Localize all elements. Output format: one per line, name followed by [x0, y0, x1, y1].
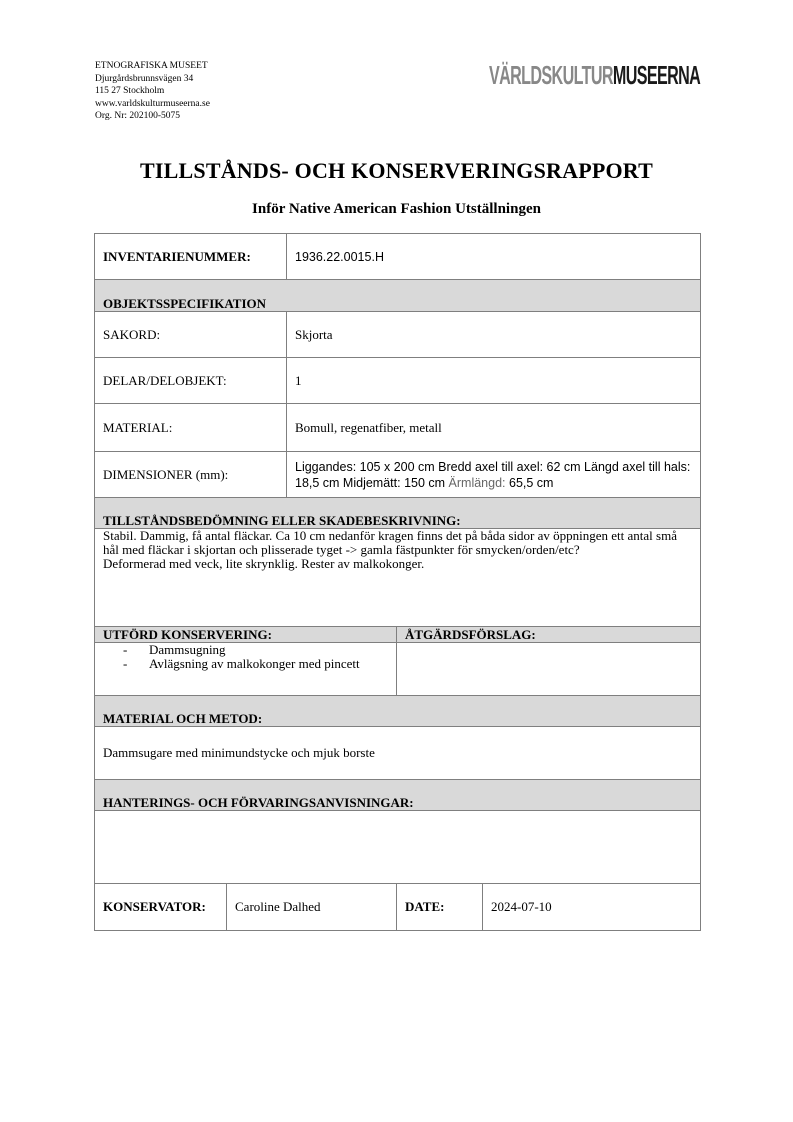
proposal-text — [397, 643, 701, 696]
handling-heading: HANTERINGS- OCH FÖRVARINGSANVISNINGAR: — [95, 780, 701, 811]
report-table — [94, 233, 701, 931]
condition-text — [95, 529, 701, 627]
condition-text-line-1: Stabil. Dammig, få antal fläckar. Ca 10 cm nedanför kragen finns det på båda sidor av öppningen ett antal små hål med fläckar i skjortan och plisserade tyget -> gamla fästpunkter för smycken/orden/etc? — [103, 528, 677, 557]
conservation-item: - Dammsugning — [123, 643, 388, 657]
date-label: DATE: — [397, 884, 483, 931]
dimensions-text: Liggandes: 105 x 200 cm Bredd axel till axel: 62 cm Längd axel till hals: 18,5 cm Midjemätt: 150 cm — [295, 459, 691, 490]
material-label: MATERIAL: — [95, 404, 287, 452]
material-value: Bomull, regenatfiber, metall — [287, 404, 701, 452]
org-name: ETNOGRAFISKA MUSEET — [95, 61, 208, 71]
proposal-heading: ÅTGÄRDSFÖRSLAG: — [397, 627, 701, 643]
method-heading: MATERIAL OCH METOD: — [95, 696, 701, 727]
delar-label: DELAR/DELOBJEKT: — [95, 358, 287, 404]
sakord-label: SAKORD: — [95, 312, 287, 358]
sleeve-length-label: Ärmlängd: — [448, 475, 506, 490]
inventory-label: INVENTARIENUMMER: — [95, 234, 287, 280]
delar-value: 1 — [287, 358, 701, 404]
conservation-item: - Avlägsning av malkokonger med pincett — [123, 657, 388, 671]
sakord-value: Skjorta — [287, 312, 701, 358]
condition-heading: TILLSTÅNDSBEDÖMNING ELLER SKADEBESKRIVNING: — [95, 498, 701, 529]
dimensions-label: DIMENSIONER (mm): — [95, 452, 287, 498]
report-subtitle: Inför Native American Fashion Utställningen — [252, 201, 541, 217]
conservator-label: KONSERVATOR: — [95, 884, 227, 931]
museum-logo — [489, 61, 700, 89]
handling-text — [95, 811, 701, 884]
dimensions-value — [287, 452, 701, 498]
org-city: 115 27 Stockholm — [95, 86, 165, 97]
condition-text-line-2: Deformerad med veck, lite skrynklig. Rester av malkokonger. — [103, 556, 425, 571]
inventory-value: 1936.22.0015.H — [287, 234, 701, 280]
report-title: TILLSTÅNDS- OCH KONSERVERINGSRAPPORT — [140, 158, 653, 183]
conservator-value: Caroline Dalhed — [227, 884, 397, 931]
date-value: 2024-07-10 — [483, 884, 701, 931]
sleeve-length-value: 65,5 cm — [505, 475, 554, 490]
method-text: Dammsugare med minimundstycke och mjuk borste — [95, 727, 701, 780]
logo-part-2: MUSEERNA — [612, 60, 701, 90]
museum-address-block — [95, 60, 210, 123]
org-number: Org. Nr: 202100-5075 — [95, 111, 181, 122]
org-website: www.varldskulturmuseerna.se — [95, 98, 210, 109]
object-spec-heading: OBJEKTSSPECIFIKATION — [95, 280, 701, 312]
org-street: Djurgårdsbrunnsvägen 34 — [95, 73, 194, 84]
logo-part-1: VÄRLDSKULTUR — [489, 60, 613, 90]
conservation-done-heading: UTFÖRD KONSERVERING: — [95, 627, 397, 643]
conservation-done-list — [95, 643, 397, 696]
